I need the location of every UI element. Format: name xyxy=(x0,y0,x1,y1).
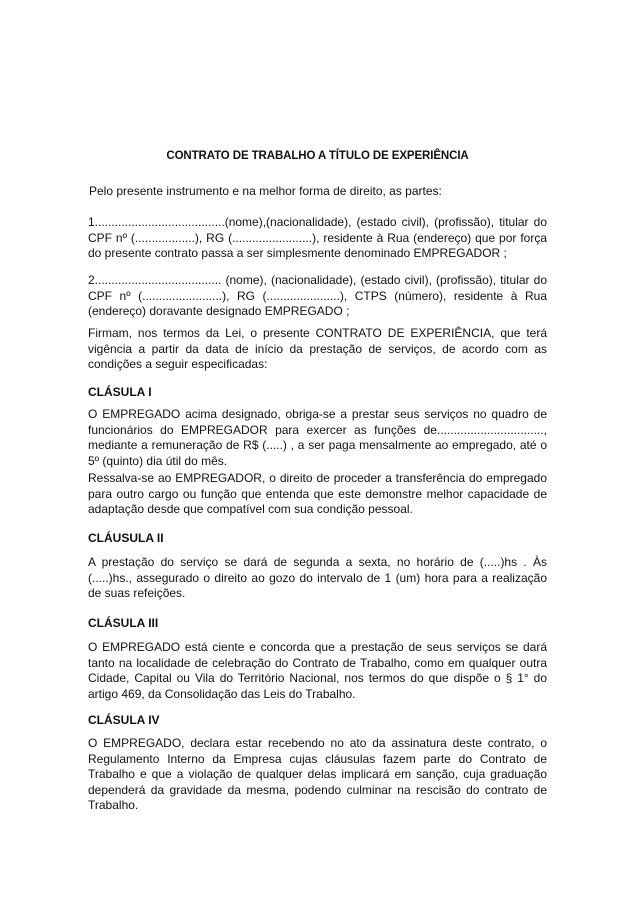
document-title: CONTRATO DE TRABALHO A TÍTULO DE EXPERIÊNCIA xyxy=(166,150,469,162)
preamble-paragraph: Firmam, nos termos da Lei, o presente CONTRATO DE EXPERIÊNCIA, que terá vigência a partir da data de início da prestação de serviços, de acordo com as condições a seguir especificadas: xyxy=(88,326,547,371)
clause-3-heading: CLÁSULA III xyxy=(88,616,159,630)
intro-text: Pelo presente instrumento e na melhor forma de direito, as partes: xyxy=(89,184,442,198)
clause-4-paragraph-1: O EMPREGADO, declara estar recebendo no ato da assinatura deste contrato, o Regulamento Interno da Empresa cujas cláusulas fazem parte do Contrato de Trabalho e que a violação de qualquer delas implicará em sanção, cuja graduação dependerá da gravidade da mesma, podendo culminar na rescisão do contrato de Trabalho. xyxy=(88,736,547,812)
party-1-paragraph: 1.......................................(nome),(nacionalidade), (estado civil), (profissão), titular do CPF nº (..................), RG (........................), residente à Rua (endereço) que por força do presente contrato passa a ser simplesmente denominado EMPREGADOR ; xyxy=(88,215,547,260)
clause-1-paragraph-2: Ressalva-se ao EMPREGADOR, o direito de proceder a transferência do empregado para outro cargo ou função que entenda que este demonstre melhor capacidade de adaptação desde que compatível com sua condição pessoal. xyxy=(88,471,547,516)
clause-1-heading: CLÁSULA I xyxy=(88,385,152,399)
party-2-paragraph: 2...................................... (nome), (nacionalidade), (estado civil), (profissão), titular do CPF nº (........................), RG (......................), CTPS (número), residente à Rua (endereço) doravante designado EMPREGADO ; xyxy=(88,273,547,318)
clause-4-heading: CLÁSULA IV xyxy=(88,713,160,727)
clause-3-paragraph-1: O EMPREGADO está ciente e concorda que a prestação de seus serviços se dará tanto na localidade de celebração do Contrato de Trabalho, como em qualquer outra Cidade, Capital ou Vila do Território Nacional, nos termos do que dispõe o § 1° do artigo 469, da Consolidação das Leis do Trabalho. xyxy=(88,640,547,701)
clause-2-paragraph-1: A prestação do serviço se dará de segunda a sexta, no horário de (.....)hs . Às (.....)hs., assegurado o direito ao gozo do intervalo de 1 (um) hora para a realização de suas refeições. xyxy=(88,555,547,600)
clause-2-heading: CLÁUSULA II xyxy=(88,531,164,545)
clause-1-paragraph-1: O EMPREGADO acima designado, obriga-se a prestar seus serviços no quadro de funcionários do EMPREGADOR para exercer as funções de................................, mediante a remuneração de R$ (.....) , a ser paga mensalmente ao empregado, até o 5º (quinto) dia útil do mês. xyxy=(88,407,547,468)
